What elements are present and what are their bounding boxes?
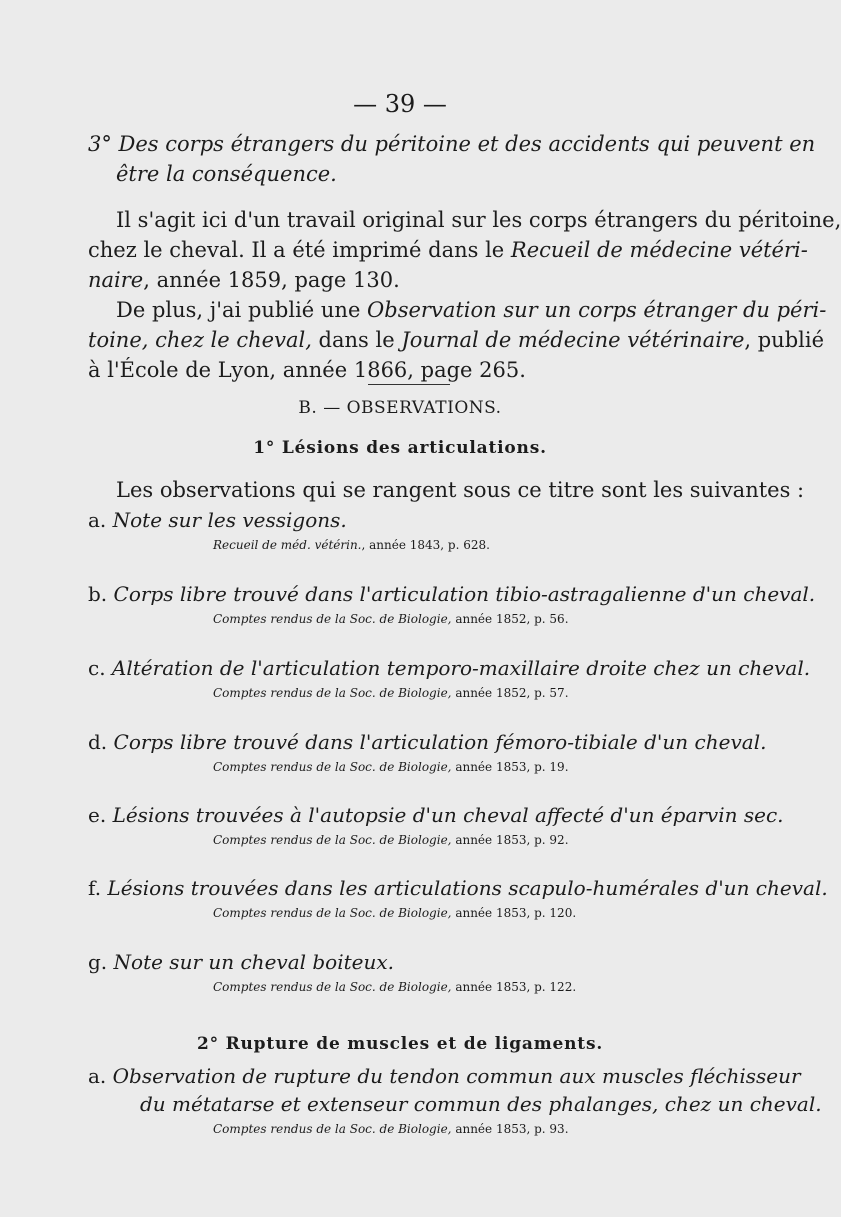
subsection-title-1: 1° Lésions des articulations. (253, 438, 547, 458)
item3-line1: 3° Des corps étrangers du péritoine et des accidents qui peuvent en (88, 132, 816, 156)
para1-line3: naire, année 1859, page 130. (88, 268, 400, 292)
para2-line1: De plus, j'ai publié une Observation sur un corps étranger du péri- (116, 298, 827, 322)
entry-d: d. Corps libre trouvé dans l'articulation fémoro-tibiale d'un cheval. Comptes rendus de la Soc. de Biologie, année 1853, p. 19. (88, 730, 767, 774)
item3-line2: être la conséquence. (116, 162, 337, 186)
para1-line2: chez le cheval. Il a été imprimé dans le Recueil de médecine vétéri- (88, 238, 808, 262)
para2-line3: à l'École de Lyon, année 1866, page 265. (88, 358, 526, 382)
entry-a: a. Note sur les vessigons. Recueil de méd. vétérin., année 1843, p. 628. (88, 508, 490, 552)
subsection-title-2: 2° Rupture de muscles et de ligaments. (196, 1034, 604, 1054)
entry-g: g. Note sur un cheval boiteux. Comptes rendus de la Soc. de Biologie, année 1853, p. 122. (88, 950, 577, 994)
subsection1-intro: Les observations qui se rangent sous ce titre sont les suivantes : (116, 478, 805, 502)
entry-2a: a. Observation de rupture du tendon commun aux muscles fléchisseur du métatarse et extenseur commun des phalanges, chez un cheval. Comptes rendus de la Soc. de Biologie, année 1853, p. 93. (88, 1064, 822, 1136)
para2-line2: toine, chez le cheval, dans le Journal de médecine vétérinaire, publié (88, 328, 825, 352)
entry-c: c. Altération de l'articulation temporo-maxillaire droite chez un cheval. Comptes rendus de la Soc. de Biologie, année 1852, p. 57. (88, 656, 811, 700)
section-title: B. — OBSERVATIONS. (298, 398, 502, 418)
entry-b: b. Corps libre trouvé dans l'articulation tibio-astragalienne d'un cheval. Comptes rendus de la Soc. de Biologie, année 1852, p. 56. (88, 582, 816, 626)
para1-line1: Il s'agit ici d'un travail original sur les corps étrangers du péritoine, (116, 208, 841, 232)
entry-f: f. Lésions trouvées dans les articulations scapulo-humérales d'un cheval. Comptes rendus de la Soc. de Biologie, année 1853, p. 120. (88, 876, 828, 920)
section-divider (368, 384, 450, 385)
page-number: — 39 — (353, 90, 447, 118)
entry-e: e. Lésions trouvées à l'autopsie d'un cheval affecté d'un éparvin sec. Comptes rendus de la Soc. de Biologie, année 1853, p. 92. (88, 803, 784, 847)
